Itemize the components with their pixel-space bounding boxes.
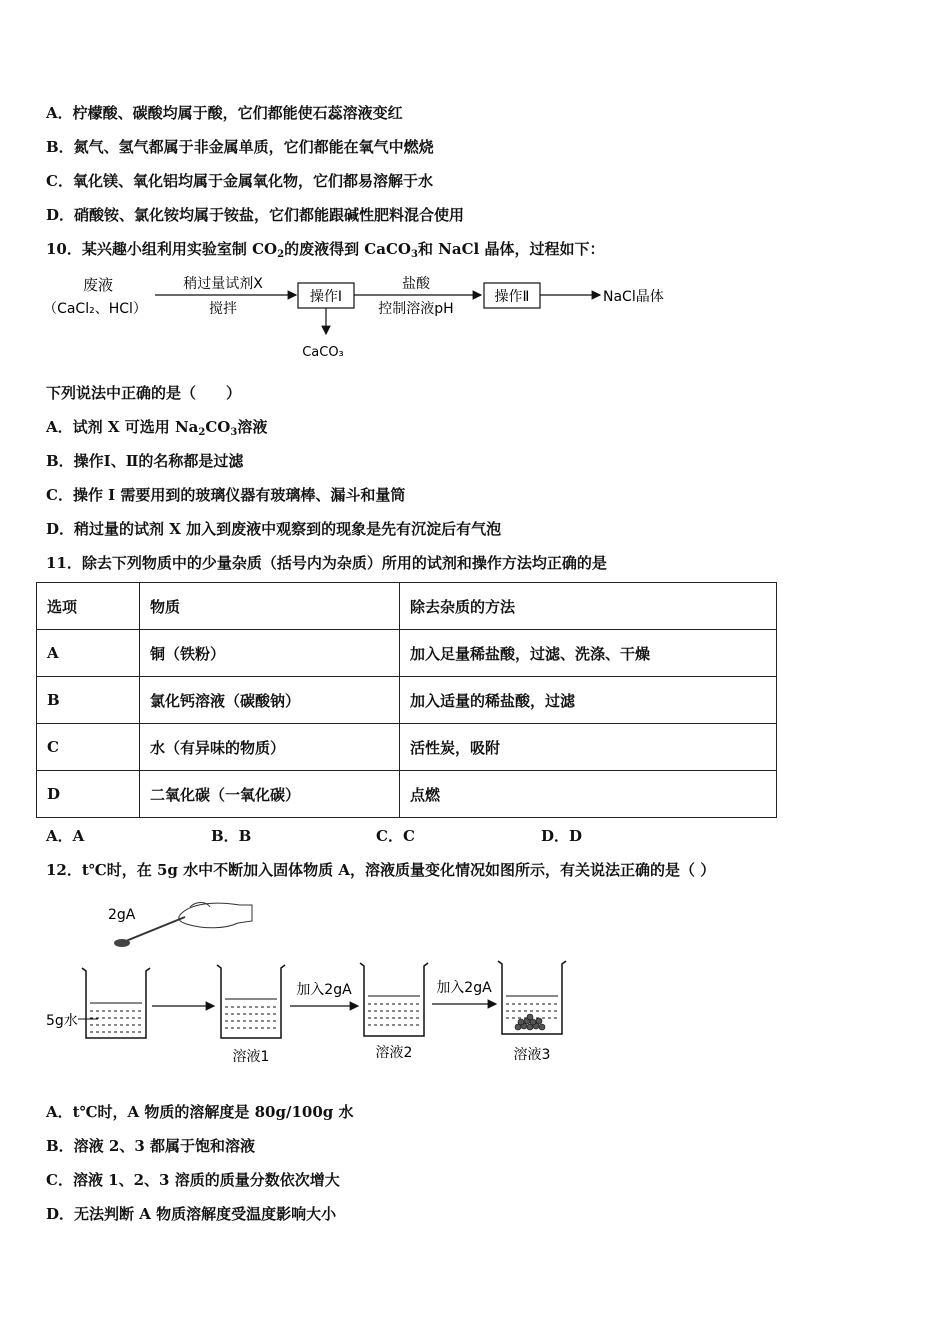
flow-reagent-x: 稍过量试剂X	[183, 276, 263, 292]
table-row	[37, 630, 777, 677]
q12-option-c: C．溶液 1、2、3 溶质的质量分数依次增大	[46, 1171, 340, 1189]
beaker-solution-3	[498, 961, 566, 1034]
flow-stir: 搅拌	[209, 301, 237, 317]
flow-ph: 控制溶液pH	[378, 301, 454, 317]
table-header-row	[37, 583, 777, 630]
q11-answer-d: D．D	[541, 827, 583, 845]
flow-op1: 操作Ⅰ	[309, 289, 343, 305]
flow-product: NaCl晶体	[603, 289, 664, 305]
q10-stem-part: 10．某兴趣小组利用实验室制 CO	[46, 240, 278, 258]
q9-option-c: C．氧化镁、氧化铝均属于金属氧化物，它们都易溶解于水	[46, 172, 433, 190]
flow-acid: 盐酸	[402, 276, 430, 292]
q10-option-a-part: CO	[205, 418, 231, 436]
table-cell: 铜（铁粉）	[140, 630, 400, 677]
q10-option-a-part: A．试剂 X 可选用 Na	[46, 418, 199, 436]
table-cell: B	[37, 677, 140, 724]
add-label-2: 加入2gA	[436, 980, 492, 996]
q9-option-d: D．硝酸铵、氯化铵均属于铵盐，它们都能跟碱性肥料混合使用	[46, 206, 465, 224]
solution-2-label: 溶液2	[375, 1045, 413, 1061]
q12-option-b: B．溶液 2、3 都属于饱和溶液	[46, 1137, 255, 1155]
table-row	[37, 677, 777, 724]
q9-option-b: B．氮气、氢气都属于非金属单质，它们都能在氧气中燃烧	[46, 138, 434, 156]
q10-option-d: D．稍过量的试剂 X 加入到废液中观察到的现象是先有沉淀后有气泡	[46, 520, 502, 538]
q9-option-a: A．柠檬酸、碳酸均属于酸，它们都能使石蕊溶液变红	[46, 104, 403, 122]
beaker-solution-1	[217, 965, 285, 1038]
water-label: 5g水	[46, 1013, 78, 1029]
flow-waste: 废液	[82, 276, 114, 294]
q10-flow-diagram	[40, 268, 700, 368]
table-cell: 二氧化碳（一氧化碳）	[140, 771, 400, 818]
q12-beaker-figure	[40, 893, 580, 1073]
q10-stem-part: 的废液得到 CaCO	[284, 240, 411, 258]
flow-waste-composition: （CaCl₂、HCl）	[43, 301, 147, 317]
add-label-1: 加入2gA	[296, 982, 352, 998]
table-header-cell: 选项	[37, 583, 140, 630]
beaker-water	[82, 968, 150, 1038]
table-cell: C	[37, 724, 140, 771]
q10-prompt: 下列说法中正确的是（ ）	[46, 384, 242, 402]
q10-stem-part: 和 NaCl 晶体，过程如下：	[417, 240, 605, 258]
q12-option-a: A．t℃时，A 物质的溶解度是 80g/100g 水	[46, 1103, 354, 1121]
q10-stem	[46, 238, 604, 260]
q10-stem-sub: 2	[277, 249, 285, 260]
beaker-solution-2	[360, 963, 428, 1036]
q11-answer-b: B．B	[211, 827, 252, 845]
table-cell: 点燃	[400, 771, 777, 818]
table-cell: 加入适量的稀盐酸，过滤	[400, 677, 777, 724]
table-cell: A	[37, 630, 140, 677]
table-cell: 氯化钙溶液（碳酸钠）	[140, 677, 400, 724]
q10-stem-sub: 3	[410, 249, 418, 260]
table-header-cell: 物质	[140, 583, 400, 630]
q10-option-c: C．操作 I 需要用到的玻璃仪器有玻璃棒、漏斗和量筒	[46, 486, 406, 504]
table-cell: 水（有异味的物质）	[140, 724, 400, 771]
q11-stem: 11．除去下列物质中的少量杂质（括号内为杂质）所用的试剂和操作方法均正确的是	[46, 554, 607, 572]
solution-1-label: 溶液1	[232, 1049, 270, 1065]
q10-option-a-sub: 2	[198, 427, 206, 438]
table-cell: 活性炭，吸附	[400, 724, 777, 771]
q10-option-a	[46, 416, 267, 438]
table-cell: D	[37, 771, 140, 818]
table-cell: 加入足量稀盐酸，过滤、洗涤、干燥	[400, 630, 777, 677]
q10-option-a-sub: 3	[230, 427, 238, 438]
q11-answer-c: C．C	[376, 827, 415, 845]
spoon-label: 2gA	[108, 907, 136, 923]
table-row	[37, 771, 777, 818]
table-header-cell: 除去杂质的方法	[400, 583, 777, 630]
q12-stem: 12．t℃时，在 5g 水中不断加入固体物质 A，溶液质量变化情况如图所示，有关说法正确的是（ ）	[46, 861, 716, 879]
q11-table	[36, 582, 777, 818]
q12-option-d: D．无法判断 A 物质溶解度受温度影响大小	[46, 1205, 337, 1223]
q10-option-a-part: 溶液	[237, 418, 268, 436]
q10-option-b: B．操作Ⅰ、Ⅱ的名称都是过滤	[46, 452, 244, 470]
q11-answer-a: A．A	[46, 827, 85, 845]
flow-op2: 操作Ⅱ	[494, 289, 530, 305]
solution-3-label: 溶液3	[513, 1047, 551, 1063]
flow-precipitate: CaCO₃	[302, 345, 344, 360]
table-row	[37, 724, 777, 771]
